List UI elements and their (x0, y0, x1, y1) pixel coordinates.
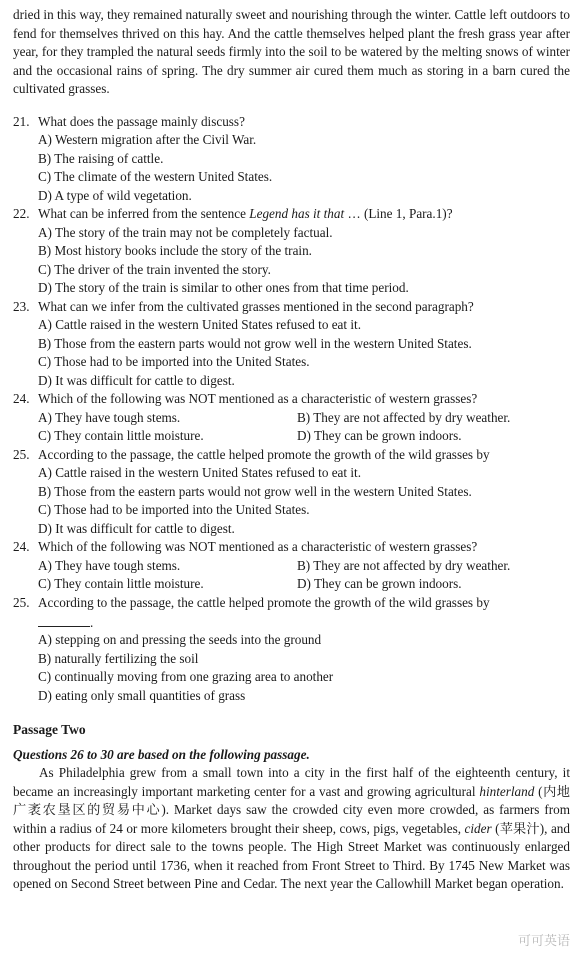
option-b: B) Those from the eastern parts would not grow well in the western United States. (38, 335, 472, 351)
option-c: C) continually moving from one grazing area to another (38, 669, 334, 684)
option-a: A) Cattle raised in the western United States refused to eat it. (38, 465, 361, 480)
paragraph-text: (内地广袤农垦区的贸易中心). Market days saw the crowded city even more crowded, as farmers from within a radius of 24 or more kilometers brought their sheep, cows, pigs, vegetables, (13, 783, 570, 836)
question-21 (13, 113, 570, 132)
option-a: A) They have tough stems. (38, 557, 181, 573)
question-24 (13, 390, 570, 409)
option-a: A) stepping on and pressing the seeds into the ground (38, 632, 322, 647)
option-c: C) Those had to be imported into the United States. (38, 502, 310, 517)
passage-two-paragraph (13, 764, 570, 894)
answer-blank (38, 612, 90, 627)
question-text: Which of the following was NOT mentioned as a characteristic of western grasses? (38, 391, 478, 406)
option-b: B) naturally fertilizing the soil (38, 650, 199, 666)
question-25 (13, 446, 570, 465)
option-d: D) They can be grown indoors. (297, 428, 462, 443)
question-text: What does the passage mainly discuss? (38, 113, 245, 129)
question-number: 24. (13, 391, 30, 406)
question-23 (13, 298, 570, 317)
option-d: D) They can be grown indoors. (297, 576, 462, 591)
question-number: 22. (13, 206, 30, 221)
question-text: According to the passage, the cattle helped promote the growth of the wild grasses by (38, 446, 490, 462)
option-a: A) They have tough stems. (38, 409, 181, 425)
site-watermark: 可可英语 (517, 933, 570, 949)
option-row (13, 427, 570, 446)
question-25-repeat (13, 594, 570, 613)
option-b: B) Those from the eastern parts would not grow well in the western United States. (38, 483, 472, 499)
passage-two-instructions: Questions 26 to 30 are based on the following passage. (13, 746, 310, 762)
question-24-repeat (13, 538, 570, 557)
option-a: A) Cattle raised in the western United States refused to eat it. (38, 317, 361, 332)
option-row (13, 575, 570, 594)
question-22 (13, 205, 570, 224)
option-a: A) Western migration after the Civil War. (38, 132, 257, 147)
option-b: B) They are not affected by dry weather. (297, 557, 511, 573)
question-number: 23. (13, 298, 30, 314)
option-d: D) It was difficult for cattle to digest. (38, 372, 235, 388)
option-d: D) It was difficult for cattle to digest. (38, 520, 235, 536)
option-d: D) eating only small quantities of grass (38, 687, 246, 703)
term-cider: cider (464, 820, 492, 836)
question-number: 21. (13, 113, 30, 129)
option-a: A) The story of the train may not be completely factual. (38, 224, 333, 240)
option-d: D) A type of wild vegetation. (38, 187, 192, 203)
document-page (13, 6, 570, 894)
option-row (13, 557, 570, 576)
blank-period: . (90, 615, 94, 630)
question-text: What can we infer from the cultivated grasses mentioned in the second paragraph? (38, 298, 474, 314)
paragraph-text: (苹果汁), and other products for direct sale to the towns people. The High Street Market was continuously enlarged throughout the period until 1736, when it reached from Front Street to Third. By 1745 New Market was opened on Second Street between Pine and Cedar. The next year the Callowhill Market began operation. (13, 820, 570, 891)
option-c: C) They contain little moisture. (38, 576, 204, 591)
passage-two-title: Passage Two (13, 722, 86, 737)
question-number: 24. (13, 539, 30, 554)
option-b: B) The raising of cattle. (38, 150, 164, 166)
paragraph-text: As Philadelphia grew from a small town into a city in the first half of the eighteenth century, it became an increasingly important marketing center for a vast and growing agricultural (13, 765, 570, 799)
option-b: B) Most history books include the story of the train. (38, 243, 312, 258)
question-text: What can be inferred from the sentence (38, 206, 250, 221)
intro-paragraph: dried in this way, they remained naturally sweet and nourishing through the winter. Cattle left outdoors to fend for themselves thrived on this hay. And the cattle themselves helped plant the fresh grass year after year, for they trampled the natural seeds firmly into the soil to be watered by the melting snows of winter and the occasional rains of spring. The dry summer air cured them much as storing in a barn cured the cultivated grasses. (13, 7, 570, 96)
option-c: C) They contain little moisture. (38, 428, 204, 443)
term-hinterland: hinterland (479, 783, 535, 799)
option-b: B) They are not affected by dry weather. (297, 409, 511, 425)
question-text-tail: … (Line 1, Para.1)? (344, 206, 453, 221)
question-number: 25. (13, 446, 30, 462)
question-number: 25. (13, 594, 30, 610)
question-text: According to the passage, the cattle helped promote the growth of the wild grasses by (38, 594, 490, 610)
option-row (13, 409, 570, 428)
question-italic-quote: Legend has it that (249, 206, 345, 221)
option-c: C) The climate of the western United States. (38, 169, 273, 184)
option-d: D) The story of the train is similar to other ones from that time period. (38, 280, 409, 295)
answer-blank-line (13, 612, 570, 631)
option-c: C) The driver of the train invented the story. (38, 261, 271, 277)
question-text: Which of the following was NOT mentioned as a characteristic of western grasses? (38, 539, 478, 554)
option-c: C) Those had to be imported into the United States. (38, 354, 310, 369)
